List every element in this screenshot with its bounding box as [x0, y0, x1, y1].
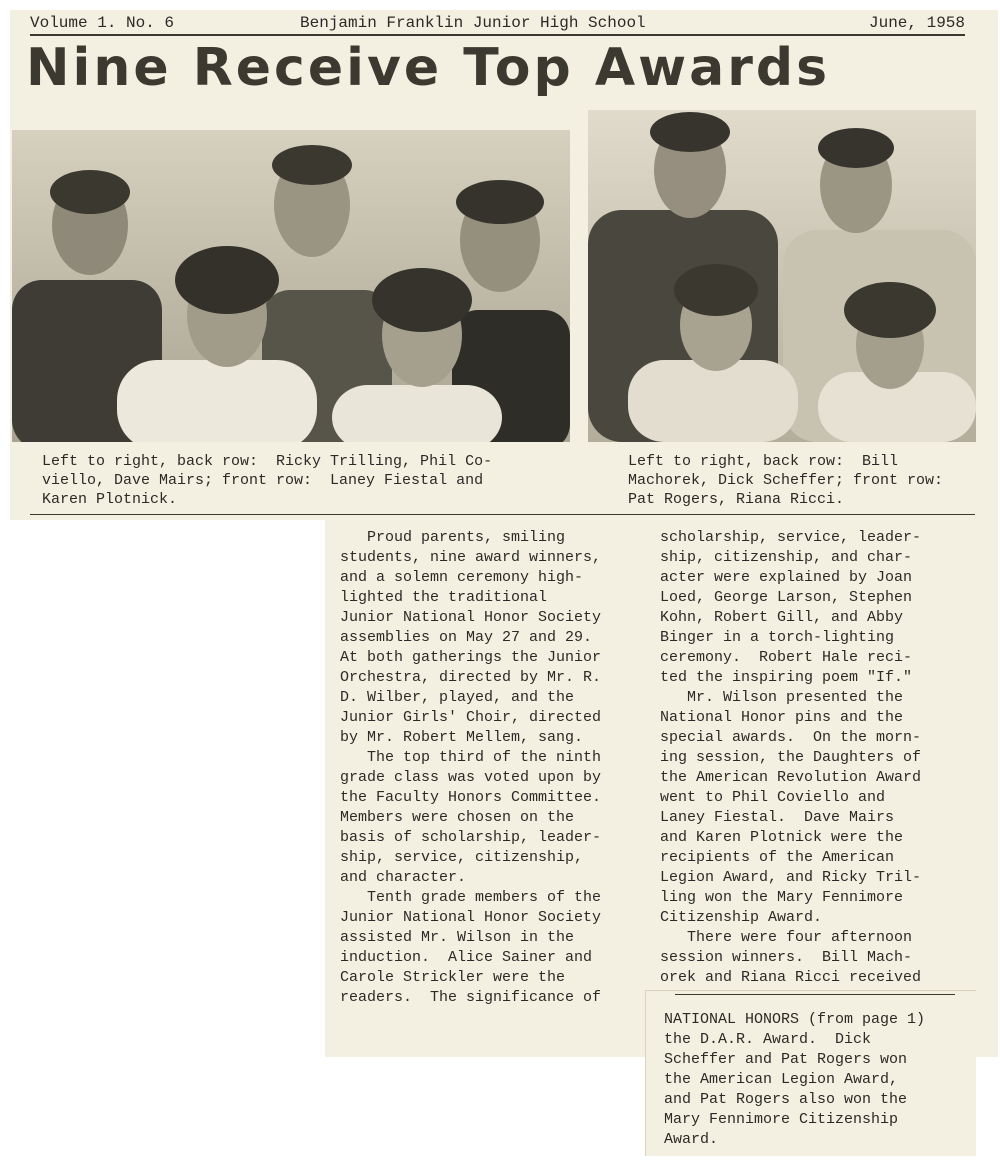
article-continuation: NATIONAL HONORS (from page 1) the D.A.R. Award. Dick Scheffer and Pat Rogers won the American Legion Award, and Pat Rogers also won the Mary Fennimore Citizenship Award.	[664, 1011, 926, 1148]
portrait-right-drawing	[588, 110, 976, 442]
masthead-date: June, 1958	[868, 14, 965, 32]
portrait-left-drawing	[12, 130, 570, 442]
headline: Nine Receive Top Awards	[26, 38, 831, 98]
masthead	[30, 12, 965, 36]
group-portrait-five-students	[12, 130, 570, 442]
divider-rule	[30, 514, 975, 515]
caption-right: Left to right, back row: Bill Machorek, Dick Scheffer; front row: Pat Rogers, Riana Ricci.	[628, 453, 944, 508]
caption-left: Left to right, back row: Ricky Trilling, Phil Co- viello, Dave Mairs; front row: Laney Fiestal and Karen Plotnick.	[42, 453, 493, 508]
masthead-volume: Volume 1. No. 6	[30, 14, 175, 32]
group-portrait-four-students	[588, 110, 976, 442]
masthead-school: Benjamin Franklin Junior High School	[300, 14, 646, 32]
article-column-2: scholarship, service, leader- ship, citizenship, and char- acter were explained by Joan Loed, George Larson, Stephen Kohn, Robert Gill, and Abby Binger in a torch-lighting ceremony. Robert Hale reci- ted the inspiring poem "If." Mr. Wilson presented the National Honor pins and the special awards. On the morn- ing session, the Daughters of the American Revolution Award went to Phil Coviello and Laney Fiestal. Dave Mairs and Karen Plotnick were the recipients of the American Legion Award, and Ricky Tril- ling won the Mary Fennimore Citizenship Award. There were four afternoon session winners. Bill Mach- orek and Riana Ricci received	[660, 529, 922, 986]
article-column-1: Proud parents, smiling students, nine award winners, and a solemn ceremony high- lighted the traditional Junior National Honor Society assemblies on May 27 and 29. At both gatherings the Junior Orchestra, directed by Mr. R. D. Wilber, played, and the Junior Girls' Choir, directed by Mr. Robert Mellem, sang. The top third of the ninth grade class was voted upon by the Faculty Honors Committee. Members were chosen on the basis of scholarship, leader- ship, service, citizenship, and character. Tenth grade members of the Junior National Honor Society assisted Mr. Wilson in the induction. Alice Sainer and Carole Strickler were the readers. The significance of	[340, 529, 602, 1006]
continuation-rule	[675, 994, 955, 995]
